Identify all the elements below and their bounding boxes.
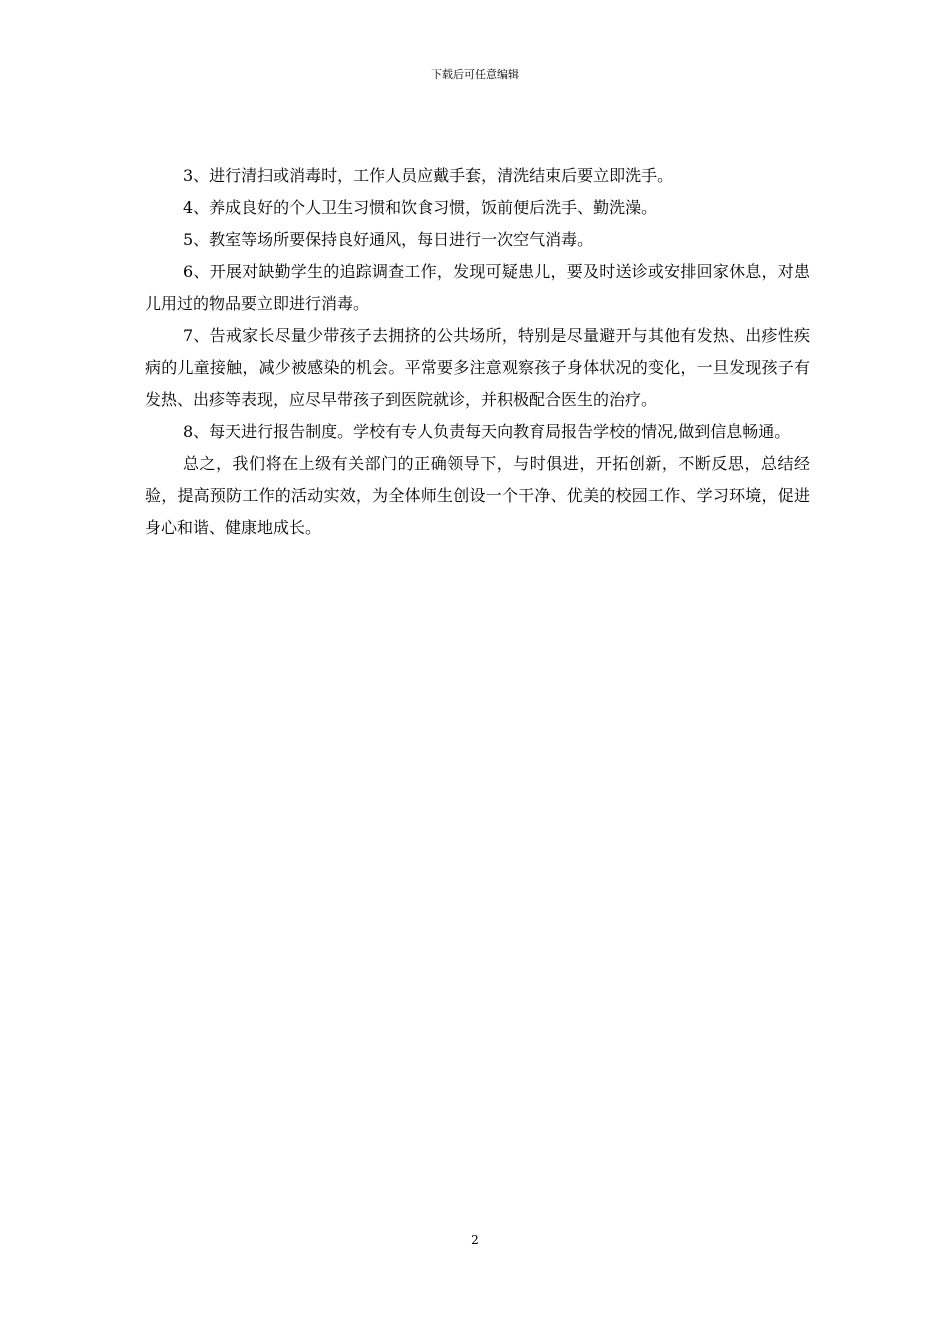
paragraph-item-5: 5、教室等场所要保持良好通风，每日进行一次空气消毒。	[183, 230, 594, 249]
paragraph-item-4: 4、养成良好的个人卫生习惯和饮食习惯，饭前便后洗手、勤洗澡。	[183, 198, 658, 217]
document-body	[145, 160, 810, 544]
page-header: 下载后可任意编辑	[431, 68, 519, 81]
paragraph-item-3: 3、进行清扫或消毒时，工作人员应戴手套，清洗结束后要立即洗手。	[183, 166, 674, 185]
paragraph-item-6: 6、开展对缺勤学生的追踪调查工作，发现可疑患儿，要及时送诊或安排回家休息，对患儿用过的物品要立即进行消毒。	[145, 262, 810, 313]
paragraph-item-7: 7、告戒家长尽量少带孩子去拥挤的公共场所，特别是尽量避开与其他有发热、出疹性疾病的儿童接触，减少被感染的机会。平常要多注意观察孩子身体状况的变化，一旦发现孩子有发热、出疹等表现，应尽早带孩子到医院就诊，并积极配合医生的治疗。	[145, 326, 810, 409]
paragraph-item-8: 8、每天进行报告制度。学校有专人负责每天向教育局报告学校的情况,做到信息畅通。	[183, 422, 791, 441]
paragraph-summary: 总之，我们将在上级有关部门的正确领导下，与时俱进，开拓创新，不断反思，总结经验，提高预防工作的活动实效，为全体师生创设一个干净、优美的校园工作、学习环境，促进身心和谐、健康地成长。	[145, 454, 810, 537]
page-number: 2	[471, 1233, 479, 1247]
